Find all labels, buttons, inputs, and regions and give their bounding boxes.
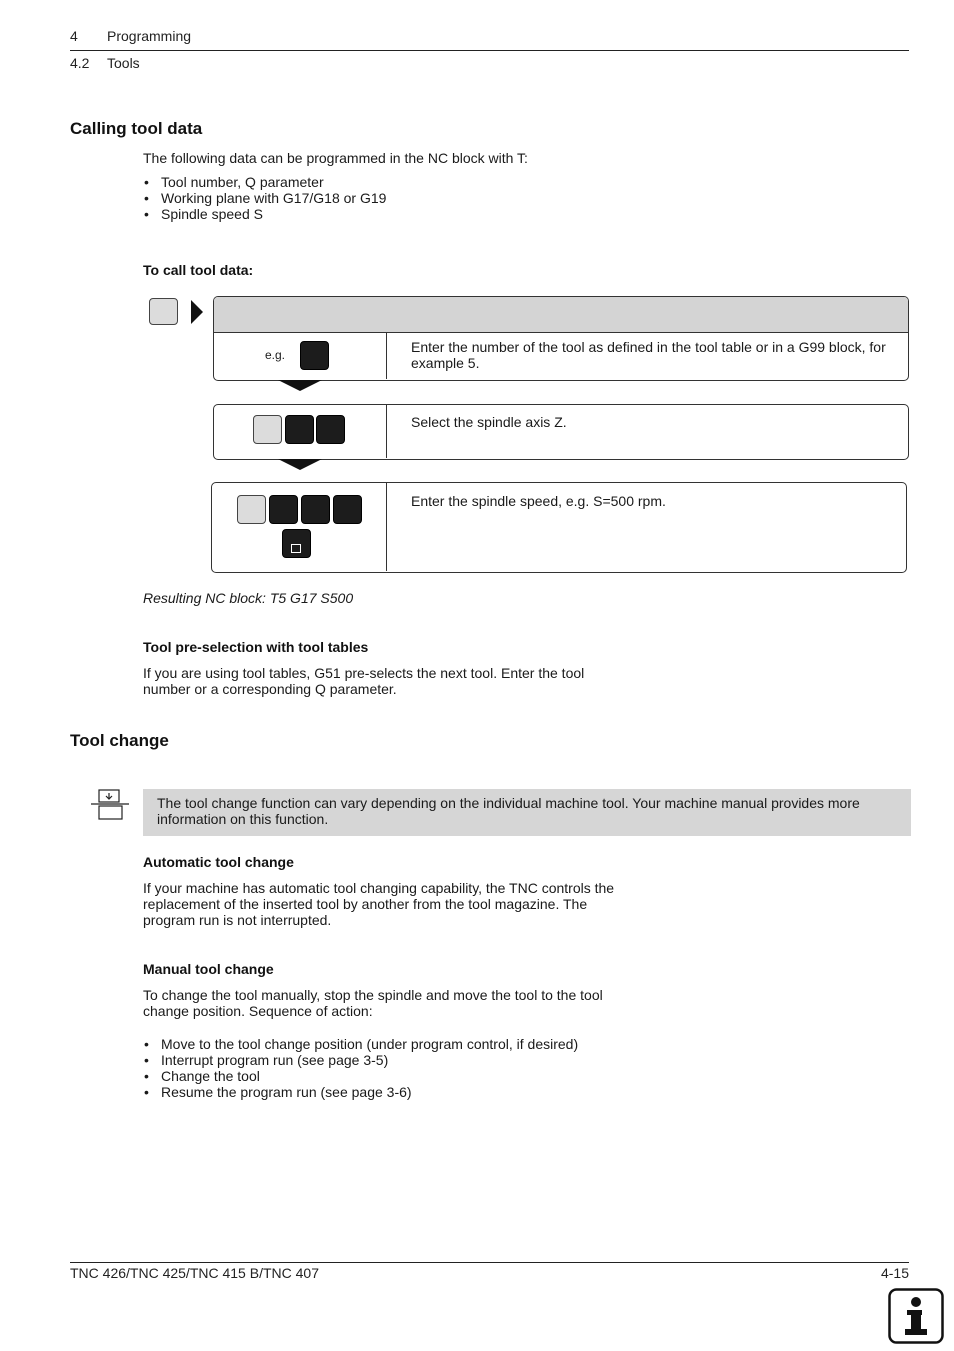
manual-bullets — [143, 1036, 578, 1100]
list-item: • Move to the tool change position (under program control, if desired) — [143, 1036, 578, 1052]
chapter-number: 4 — [70, 28, 78, 44]
calling-heading: Calling tool data — [70, 119, 203, 138]
machine-tool-icon — [91, 789, 129, 821]
step-3-divider — [386, 483, 387, 571]
dialog-bar — [214, 297, 908, 333]
list-item: • Spindle speed S — [143, 206, 386, 222]
page-number: 4-15 — [880, 1265, 909, 1281]
down-arrow-icon — [278, 459, 322, 470]
step-2-divider — [386, 405, 387, 458]
section-title: Tools — [107, 55, 140, 71]
footer-models: TNC 426/TNC 425/TNC 415 B/TNC 407 — [70, 1265, 319, 1281]
step-1-text: Enter the number of the tool as defined in the tool table or in a G99 block, for example 5. — [411, 339, 886, 371]
list-item: • Working plane with G17/G18 or G19 — [143, 190, 386, 206]
digit-key[interactable] — [300, 341, 329, 370]
tool-call-key[interactable] — [149, 298, 178, 325]
preselection-text: If you are using tool tables, G51 pre-selects the next tool. Enter the tool number or a corresponding Q parameter. — [143, 665, 585, 697]
end-key[interactable] — [282, 529, 311, 558]
note-text: The tool change function can vary depending on the individual machine tool. Your machine manual provides more information on this function. — [157, 795, 860, 827]
auto-heading: Automatic tool change — [143, 854, 294, 870]
digit-key[interactable] — [301, 495, 330, 524]
play-arrow-icon — [191, 300, 203, 324]
end-square-icon — [291, 544, 301, 553]
manual-heading: Manual tool change — [143, 961, 274, 977]
call-subheading: To call tool data: — [143, 262, 254, 278]
list-item: • Change the tool — [143, 1068, 578, 1084]
list-item: • Interrupt program run (see page 3-5) — [143, 1052, 578, 1068]
result-text: Resulting NC block: T5 G17 S500 — [143, 590, 354, 606]
calling-bullets — [143, 174, 386, 222]
digit-key[interactable] — [285, 415, 314, 444]
note-box — [143, 789, 911, 836]
chapter-title: Programming — [107, 28, 192, 44]
info-icon — [888, 1288, 944, 1344]
eg-label: e.g. — [265, 348, 286, 362]
list-item: • Tool number, Q parameter — [143, 174, 386, 190]
section-number: 4.2 — [70, 55, 90, 71]
g-key[interactable] — [253, 415, 282, 444]
list-item: • Resume the program run (see page 3-6) — [143, 1084, 578, 1100]
step-3-text: Enter the spindle speed, e.g. S=500 rpm. — [411, 493, 666, 509]
step-1-divider — [386, 332, 387, 379]
down-arrow-icon — [278, 380, 322, 391]
tool-change-heading: Tool change — [70, 731, 169, 750]
auto-text: If your machine has automatic tool changing capability, the TNC controls the replacement of the inserted tool by another from the tool magazine. The program run is not interrupted. — [143, 880, 615, 928]
calling-intro: The following data can be programmed in the NC block with T: — [143, 150, 528, 166]
step-2-text: Select the spindle axis Z. — [411, 414, 567, 430]
digit-key[interactable] — [333, 495, 362, 524]
header-rule — [70, 50, 909, 51]
manual-text: To change the tool manually, stop the spindle and move the tool to the tool change position. Sequence of action: — [143, 987, 603, 1019]
digit-key[interactable] — [316, 415, 345, 444]
digit-key[interactable] — [269, 495, 298, 524]
footer-rule — [70, 1262, 909, 1263]
preselection-heading: Tool pre-selection with tool tables — [143, 639, 369, 655]
s-key[interactable] — [237, 495, 266, 524]
